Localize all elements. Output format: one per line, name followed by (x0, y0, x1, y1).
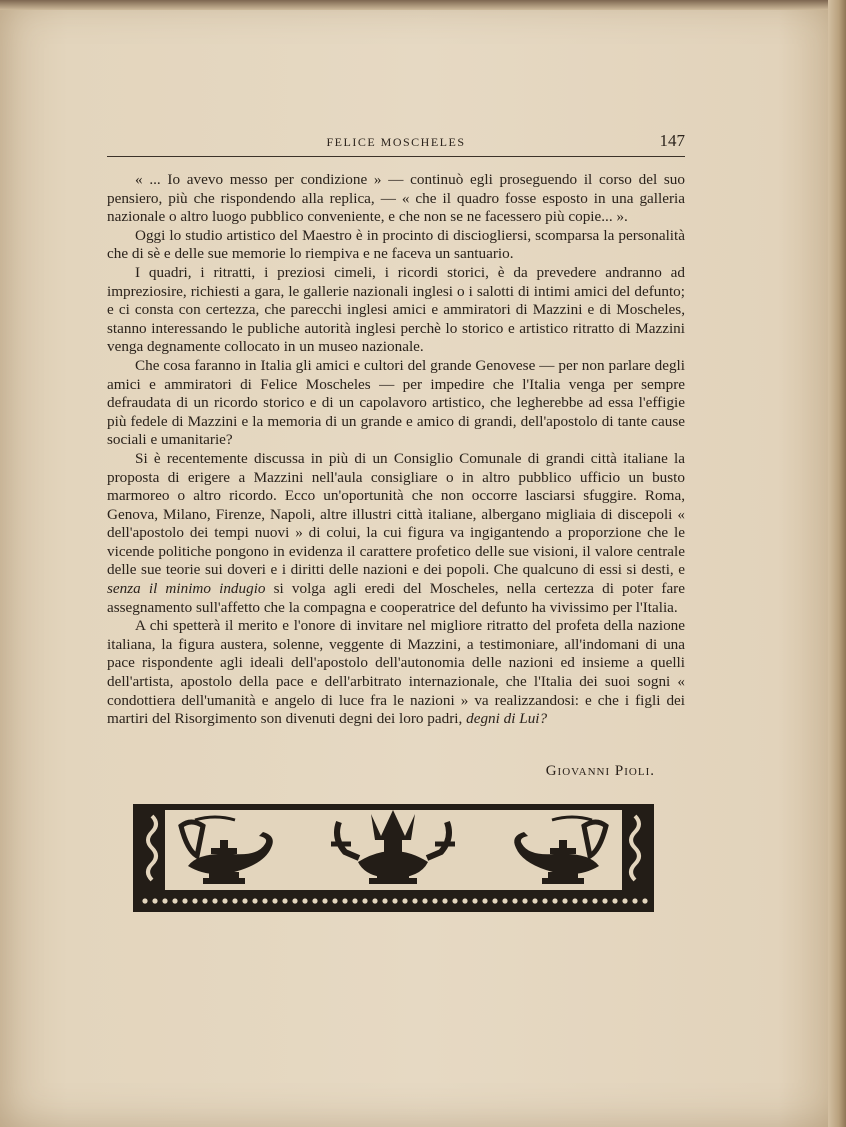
page-right-edge (828, 0, 846, 1127)
paragraph: « ... Io avevo messo per condizione » — continuò egli proseguendo il corso del suo pensiero, più che rispondendo alla replica, — « che il quadro fosse esposto in una galleria nazionale o altro luogo pubblico conveniente, e che non se ne facessero più copie... ». (107, 171, 685, 226)
article-body (107, 171, 685, 729)
running-head (107, 130, 685, 157)
running-title: FELICE MOSCHELES (326, 135, 466, 149)
author-signature: Giovanni Pioli. (545, 763, 655, 779)
paragraph: I quadri, i ritratti, i preziosi cimeli, i ricordi storici, è da prevedere andranno ad impreziosire, richiesti a gara, le gallerie nazionali inglesi o i salotti di intimi amici del defunto; e ci consta con certezza, che parecchi inglesi amici e ammiratori di Mazzini e di Moscheles, stanno interessando le publiche autorità inglesi perchè lo storico e artistico ritratto di Mazzini venga degnamente collocato in un museo nazionale. (107, 263, 685, 356)
italic-phrase: senza il minimo indugio (107, 580, 266, 598)
paragraph: Oggi lo studio artistico del Maestro è in procinto di disciogliersi, scomparsa la personalità che di sè e delle sue memorie lo riempiva e ne faceva un santuario. (107, 226, 685, 263)
italic-phrase: degni di Lui? (466, 710, 548, 728)
paragraph: Che cosa faranno in Italia gli amici e cultori del grande Genovese — per non parlare degli amici e ammiratori di Felice Moscheles — per impedire che l'Italia venga per sempre defraudata di un ricordo storico e di un capolavoro artistico, che legherebbe ad essa l'effigie più fedele di Mazzini e la memoria di un grande e amico di grandi, dell'apostolo di tante cause sociali e umanitarie? (107, 356, 685, 449)
paragraph-text: A chi spetterà il merito e l'onore di invitare nel migliore ritratto del profeta della nazione italiana, la figura austera, solenne, veggente di Mazzini, a testimoniare, all'indomani di una pace rispondente agli ideali dell'apostolo dell'autonomia delle nazioni ed insieme a quelli dell'artista, apostolo della pace e dell'arbitrato internazionale, che l'Italia dei suoi sogni « condottiera dell'umanità e angelo di luce fra le nazioni » va realizzandosi: e che i figli dei martiri del Risorgimento son divenuti degni dei loro padri, (107, 617, 685, 728)
oil-lamps-ornament-icon (133, 804, 654, 912)
paragraph (107, 450, 685, 617)
page-number: 147 (659, 131, 685, 150)
paragraph-text: si volga agli eredi del Moscheles, nella certezza di poter fare assegnamento sull'affetto che la compagna e cooperatrice del defunto ha vivissimo per l'Italia. (107, 580, 685, 616)
page-top-edge (0, 0, 846, 10)
paragraph-text: Si è recentemente discussa in più di un Consiglio Comunale di grandi città italiane la proposta di erigere a Mazzini nell'aula consigliare o in altro pubblico ufficio un busto marmoreo o altro ricordo. Ecco un'oportunità che non occorre lasciarsi sfuggire. Roma, Genova, Milano, Firenze, Napoli, altre illustri città italiane, albergano migliaia di discepoli « dell'apostolo dei tempi nuovi » di colui, la cui figura va ingigantendo a proporzione che le vicende politiche pongono in evidenza il carattere profetico delle sue visioni, il valore centrale delle sue teorie sui doveri e i diritti delle nazioni e dei popoli. Che qualcuno di essi si desti, e (107, 449, 685, 579)
paragraph (107, 617, 685, 729)
